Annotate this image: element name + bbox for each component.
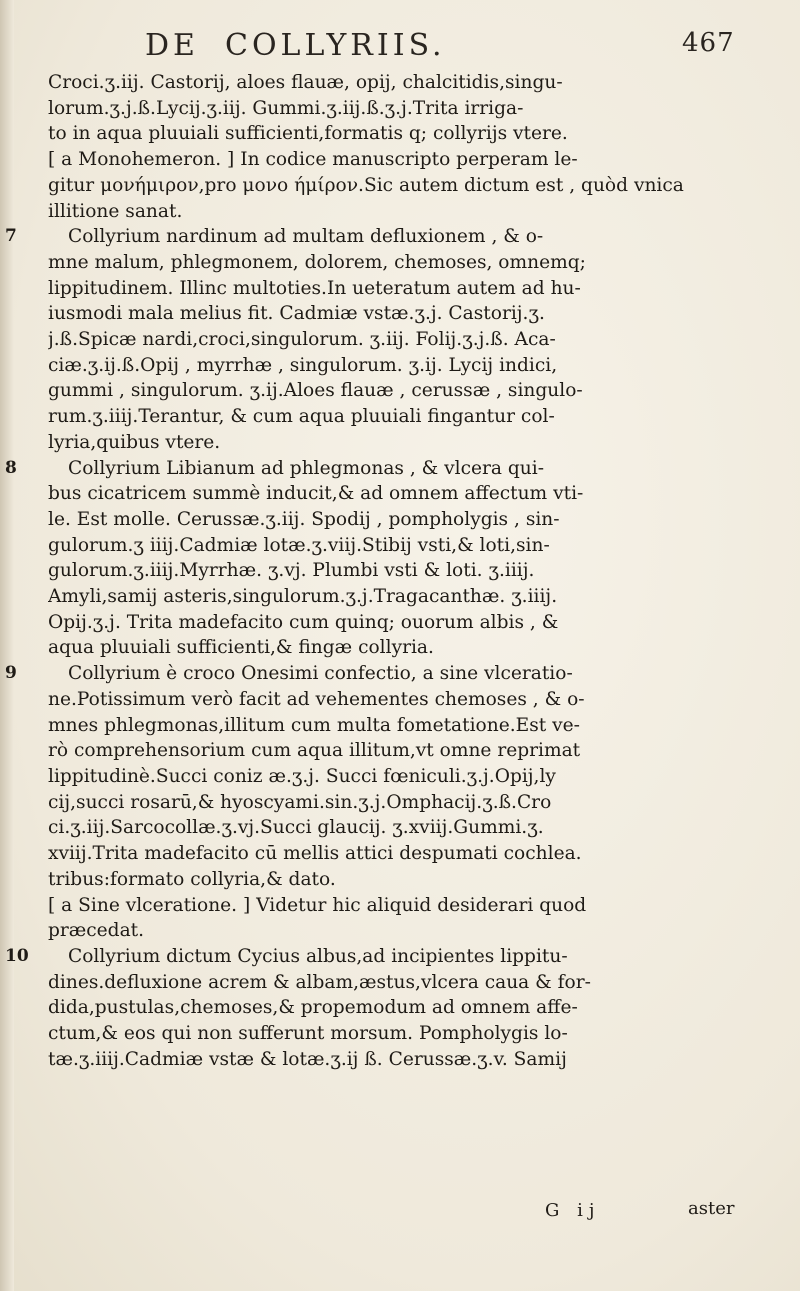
text-line: gulorum.ʒ.iiij.Myrrhæ. ʒ.vj. Plumbi vsti & loti. ʒ.iiij. [48,560,535,582]
running-header [0,28,800,68]
text-line: le. Est molle. Cerussæ.ʒ.iij. Spodij , pompholygis , sin- [48,508,560,530]
paragraph [5,661,778,944]
page-gutter [0,0,14,1291]
text-line: j.ß.Spicæ nardi,croci,singulorum. ʒ.iij. Folij.ʒ.j.ß. Aca- [48,329,556,351]
paragraph [5,944,778,1073]
text-line: iusmodi mala melius fit. Cadmiæ vstæ.ʒ.j. Castorij.ʒ. [48,303,545,325]
paragraph-number: 10 [5,945,29,966]
text-line: bus cicatricem summè inducit,& ad omnem affectum vti- [48,483,584,505]
text-line: rum.ʒ.iiij.Terantur, & cum aqua pluuiali fingantur col- [48,406,555,428]
page-number: 467 [682,28,735,58]
text-line: Opij.ʒ.j. Trita madefacito cum quinq; ouorum albis , & [48,611,559,633]
paragraph-number: 8 [5,457,17,478]
text-line: ctum,& eos qui non sufferunt morsum. Pompholygis lo- [48,1023,568,1045]
body-text [5,70,778,1072]
signature-mark: G ij [545,1200,601,1221]
text-line: Croci.ʒ.iij. Castorij, aloes flauæ, opij, chalcitidis,singu- [48,72,563,93]
text-line: to in aqua pluuiali sufficienti,formatis q; collyrijs vtere. [48,123,568,145]
text-line: tribus:formato collyria,& dato. [48,868,336,890]
text-line: Collyrium nardinum ad multam defluxionem , & o- [68,226,544,248]
text-line: Collyrium Libianum ad phlegmonas , & vlcera qui- [68,457,545,479]
text-line: rò comprehensorium cum aqua illitum,vt omne reprimat [48,740,581,762]
text-line: præcedat. [48,920,145,942]
text-line: aqua pluuiali sufficienti,& fingæ collyria. [48,637,434,659]
text-line: ne.Potissimum verò facit ad vehementes chemoses , & o- [48,688,585,710]
text-line: Collyrium dictum Cycius albus,ad incipientes lippitu- [68,945,568,967]
text-line: ci.ʒ.iij.Sarcocollæ.ʒ.vj.Succi glaucij. ʒ.xviij.Gummi.ʒ. [48,817,544,839]
text-line: gulorum.ʒ iiij.Cadmiæ lotæ.ʒ.viij.Stibij vsti,& loti,sin- [48,534,550,556]
paragraph [48,70,778,224]
text-line: illitione sanat. [48,200,183,222]
text-line: lippitudinè.Succi coniz æ.ʒ.j. Succi fœniculi.ʒ.j.Opij,ly [48,765,556,787]
paragraph [5,224,778,455]
text-line: gummi , singulorum. ʒ.ij.Aloes flauæ , cerussæ , singulo- [48,380,583,402]
text-line: cij,succi rosarū,& hyoscyami.sin.ʒ.j.Omphacij.ʒ.ß.Cro [48,791,552,813]
text-line: lyria,quibus vtere. [48,431,221,453]
text-line: xviij.Trita madefacito cū mellis attici despumati cochlea. [48,843,582,865]
text-line: ciæ.ʒ.ij.ß.Opij , myrrhæ , singulorum. ʒ.ij. Lycij indici, [48,354,558,376]
text-line: Amyli,samij asteris,singulorum.ʒ.j.Tragacanthæ. ʒ.iiij. [48,586,558,608]
text-line: dida,pustulas,chemoses,& propemodum ad omnem affe- [48,997,578,1019]
text-line: tæ.ʒ.iiij.Cadmiæ vstæ & lotæ.ʒ.ij ß. Cerussæ.ʒ.v. Samij [48,1048,567,1070]
text-line: Collyrium è croco Onesimi confectio, a sine vlceratio- [68,663,573,685]
text-line: mne malum, phlegmonem, dolorem, chemoses, omnemq; [48,251,586,273]
catchword: aster [688,1198,735,1219]
text-line: dines.defluxione acrem & albam,æstus,vlcera caua & for- [48,971,591,993]
text-line: mnes phlegmonas,illitum cum multa fometatione.Est ve- [48,714,580,736]
text-line: [ a Monohemeron. ] In codice manuscripto perperam le- [48,149,578,171]
text-line: gitur μονήμιρον,pro μονο ήμίρον.Sic autem dictum est , quòd vnica [48,174,684,196]
paragraph-number: 7 [5,226,17,247]
header-left: DE [145,28,199,63]
paragraph [5,456,778,662]
paragraph-number: 9 [5,663,17,684]
header-title: COLLYRIIS. [225,28,446,63]
text-line: lorum.ʒ.j.ß.Lycij.ʒ.iij. Gummi.ʒ.iij.ß.ʒ.j.Trita irriga- [48,97,524,119]
text-line: [ a Sine vlceratione. ] Videtur hic aliquid desiderari quod [48,894,587,916]
text-line: lippitudinem. Illinc multoties.In ueteratum autem ad hu- [48,277,581,299]
